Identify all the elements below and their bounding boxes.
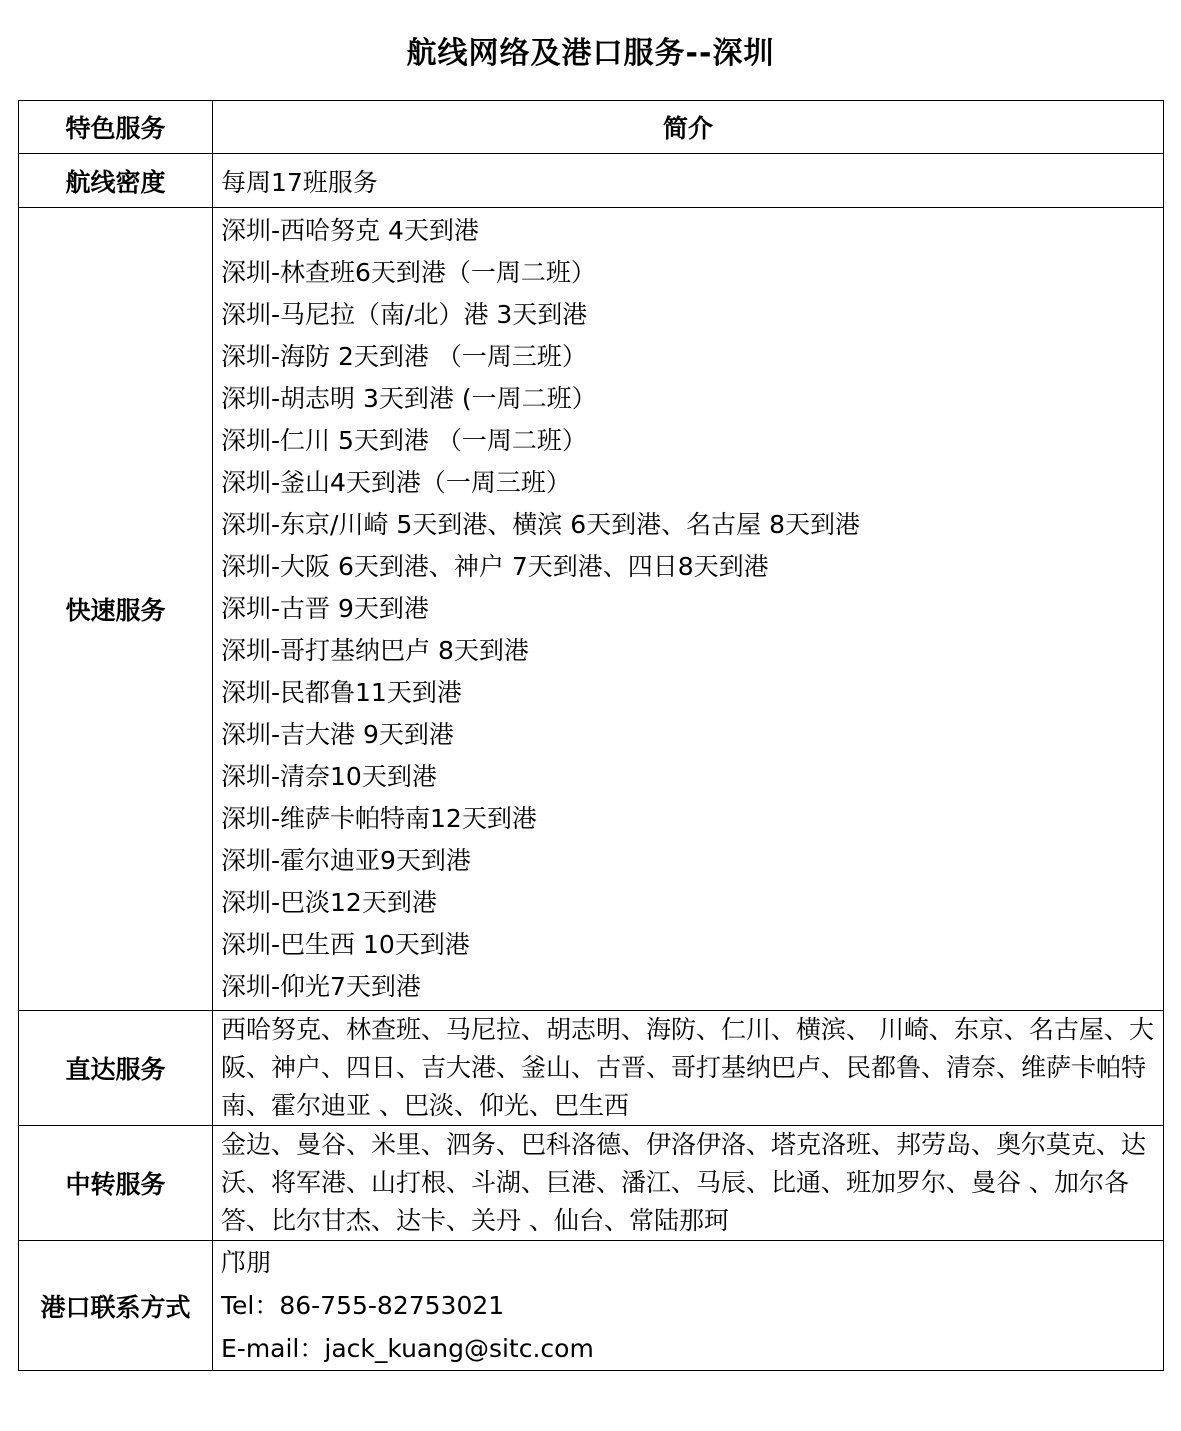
service-table bbox=[18, 100, 1164, 1371]
row-port-contact bbox=[19, 1241, 1164, 1371]
express-line: 深圳-仁川 5天到港 （一周二班） bbox=[221, 426, 587, 455]
express-line: 深圳-马尼拉（南/北）港 3天到港 bbox=[221, 300, 588, 329]
direct-service-text: 西哈努克、林查班、马尼拉、胡志明、海防、仁川、横滨、 川崎、东京、名古屋、大阪、神户、四日、吉大港、釜山、古晋、哥打基纳巴卢、民都鲁、清奈、维萨卡帕特南、霍尔迪亚 、巴淡、仰光、巴生西 bbox=[221, 1015, 1154, 1120]
transfer-service-text: 金边、曼谷、米里、泗务、巴科洛德、伊洛伊洛、塔克洛班、邦劳岛、奥尔莫克、达沃、将军港、山打根、斗湖、巨港、潘江、马辰、比通、班加罗尔、曼谷 、加尔各答、比尔甘杰、达卡、关丹 、仙台、常陆那珂 bbox=[221, 1130, 1147, 1235]
value-route-density: 每周17班服务 bbox=[213, 154, 1164, 208]
express-line: 深圳-东京/川崎 5天到港、横滨 6天到港、名古屋 8天到港 bbox=[221, 510, 861, 539]
label-port-contact: 港口联系方式 bbox=[19, 1241, 213, 1371]
page-title: 航线网络及港口服务--深圳 bbox=[406, 36, 775, 71]
header-introduction: 简介 bbox=[213, 101, 1164, 154]
express-line: 深圳-林查班6天到港（一周二班） bbox=[221, 258, 596, 287]
row-direct-service bbox=[19, 1011, 1164, 1126]
label-direct-service: 直达服务 bbox=[19, 1011, 213, 1126]
contact-name: 邝朋 bbox=[221, 1248, 272, 1277]
express-line: 深圳-古晋 9天到港 bbox=[221, 594, 429, 623]
express-line: 深圳-胡志明 3天到港 (一周二班） bbox=[221, 384, 597, 413]
direct-service-cell bbox=[213, 1011, 1164, 1126]
transfer-service-cell bbox=[213, 1126, 1164, 1241]
contact-email[interactable]: E-mail：jack_kuang@sitc.com bbox=[221, 1334, 594, 1363]
express-line: 深圳-吉大港 9天到港 bbox=[221, 720, 454, 749]
express-line: 深圳-民都鲁11天到港 bbox=[221, 678, 462, 707]
label-express-service: 快速服务 bbox=[19, 208, 213, 1011]
row-express-service bbox=[19, 208, 1164, 1011]
express-line: 深圳-釜山4天到港（一周三班） bbox=[221, 468, 571, 497]
contact-tel: Tel：86-755-82753021 bbox=[221, 1291, 505, 1320]
express-line: 深圳-西哈努克 4天到港 bbox=[221, 216, 479, 245]
row-transfer-service bbox=[19, 1126, 1164, 1241]
label-route-density: 航线密度 bbox=[19, 154, 213, 208]
express-service-list bbox=[213, 208, 1164, 1011]
express-line: 深圳-巴生西 10天到港 bbox=[221, 930, 470, 959]
express-line: 深圳-海防 2天到港 （一周三班） bbox=[221, 342, 587, 371]
express-line: 深圳-维萨卡帕特南12天到港 bbox=[221, 804, 537, 833]
express-line: 深圳-巴淡12天到港 bbox=[221, 888, 437, 917]
header-feature-service: 特色服务 bbox=[19, 101, 213, 154]
header-row bbox=[19, 101, 1164, 154]
express-line: 深圳-霍尔迪亚9天到港 bbox=[221, 846, 471, 875]
label-transfer-service: 中转服务 bbox=[19, 1126, 213, 1241]
express-line: 深圳-大阪 6天到港、神户 7天到港、四日8天到港 bbox=[221, 552, 769, 581]
row-route-density bbox=[19, 154, 1164, 208]
port-contact-cell bbox=[213, 1241, 1164, 1371]
express-line: 深圳-哥打基纳巴卢 8天到港 bbox=[221, 636, 529, 665]
express-line: 深圳-仰光7天到港 bbox=[221, 972, 421, 1001]
express-line: 深圳-清奈10天到港 bbox=[221, 762, 437, 791]
